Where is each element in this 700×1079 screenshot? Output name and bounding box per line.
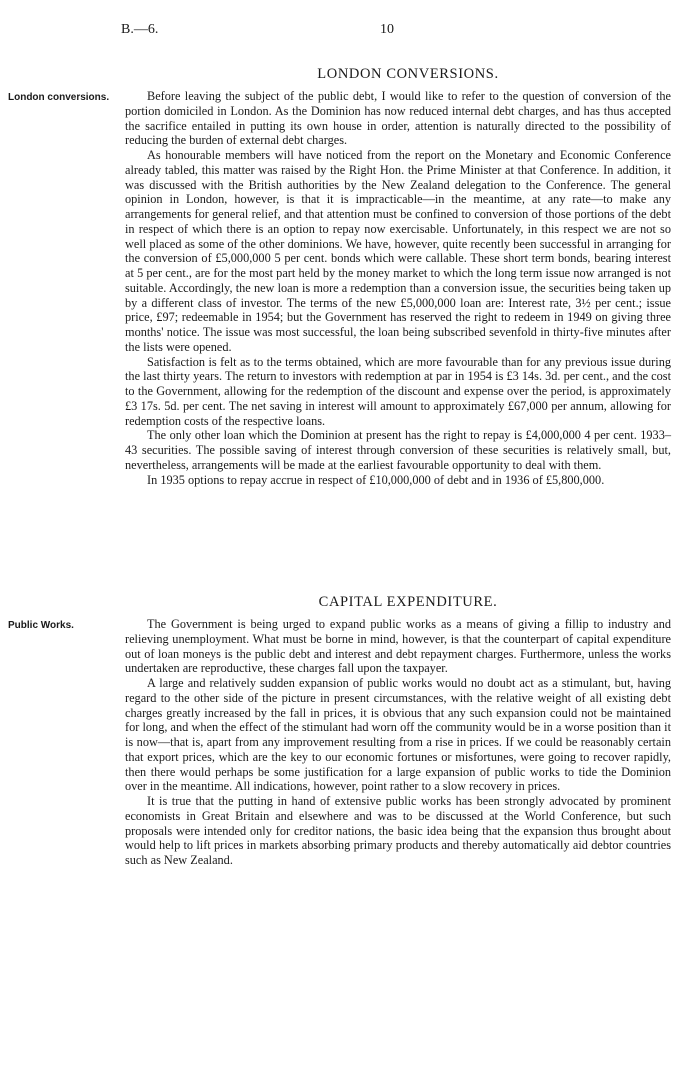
paragraph: The Government is being urged to expand public works as a means of giving a fillip to industry and relieving unemployment. What must be borne in mind, however, is that the counterpart of capital expenditure out of loan moneys is the public debt and interest and debt repayment charges. Furthermore, unless the works undertaken are reproductive, these charges fall upon the taxpayer. bbox=[125, 617, 671, 676]
sidenote-london-conversions: London conversions. bbox=[8, 92, 110, 103]
paragraph: It is true that the putting in hand of extensive public works has been strongly advocated by prominent economists in Great Britain and elsewhere and was to be discussed at the World Conference, but such proposals were intended only for creditor nations, the basic idea being that the expansion thus brought about would help to lift prices in markets absorbing primary products and thereby automatically aid debtor countries such as New Zealand. bbox=[125, 794, 671, 867]
paragraph: As honourable members will have noticed from the report on the Monetary and Economic Conference already tabled, this matter was raised by the Right Hon. the Prime Minister at that Conference. In addition, it was discussed with the British authorities by the New Zealand delegation to the Conference. The general opinion in London, however, is that it is impracticable—in the meantime, at any rate—to make any arrangements for general relief, and that attention must be confined to conversion of those portions of the debt in respect of which there is an option to repay now exercisable. Unfortunately, in this respect we are not so well placed as some of the other dominions. We have, however, quite recently been successful in arranging for the conversion of £5,000,000 5 per cent. bonds which were callable. These short term bonds, bearing interest at 5 per cent., are for the most part held by the money market to which the long term issue now arranged is not suitable. Accordingly, the new loan is more a redemption than a conversion issue, the securities being taken up by a different class of investor. The terms of the new £5,000,000 loan are: Interest rate, 3½ per cent.; issue price, £97; redeemable in 1954; but the Government has reserved the right to redeem in 1949 on giving three months' notice. The issue was most successful, the loan being subscribed sevenfold in thirty-five minutes after the lists were opened. bbox=[125, 148, 671, 354]
section-heading-capital-expenditure: CAPITAL EXPENDITURE. bbox=[318, 594, 498, 610]
section-body-capital-expenditure bbox=[125, 617, 671, 868]
section-heading-london-conversions: LONDON CONVERSIONS. bbox=[317, 66, 499, 82]
paragraph: In 1935 options to repay accrue in respect of £10,000,000 of debt and in 1936 of £5,800,000. bbox=[147, 472, 605, 487]
section-body-london-conversions bbox=[125, 89, 671, 487]
paragraph: Before leaving the subject of the public debt, I would like to refer to the question of conversion of the portion domiciled in London. As the Dominion has now reduced internal debt charges, and has thus accepted the sacrifice entailed in putting its own house in order, attention is naturally directed to the possibility of reducing the burden of external debt charges. bbox=[125, 89, 671, 148]
paragraph: The only other loan which the Dominion at present has the right to repay is £4,000,000 4 per cent. 1933–43 securities. The possible saving of interest through conversion of these securities is relatively small, but, nevertheless, arrangements will be made at the earliest favourable opportunity to deal with them. bbox=[125, 428, 671, 472]
sidenote-public-works: Public Works. bbox=[8, 620, 74, 631]
paragraph: Satisfaction is felt as to the terms obtained, which are more favourable than for any previous issue during the last thirty years. The return to investors with redemption at par in 1954 is £3 14s. 3d. per cent., and the cost to the Government, allowing for the redemption of the discount and expense over the period, is approximately £3 17s. 5d. per cent. The net saving in interest will amount to approximately £67,000 per annum, allowing for redemption costs of the respective loans. bbox=[125, 354, 671, 428]
page-number: 10 bbox=[380, 22, 394, 37]
paragraph: A large and relatively sudden expansion of public works would no doubt act as a stimulant, but, having regard to the other side of the picture in present circumstances, with the relative weight of all existing debt charges greatly increased by the fall in prices, it is obvious that any such expansion could not be maintained for long, and when the effect of the stimulant had worn off the community would be in a worse position than it is now—that is, apart from any improvement resulting from a rise in prices. If we could be reasonably certain that export prices, which are the key to our economic fortunes or misfortunes, were going to recover rapidly, then there would perhaps be some justification for a large expansion of public works to tide the Dominion over in the meantime. All indications, however, point rather to a slow recovery in prices. bbox=[125, 676, 671, 794]
page-reference: B.—6. bbox=[121, 22, 159, 37]
